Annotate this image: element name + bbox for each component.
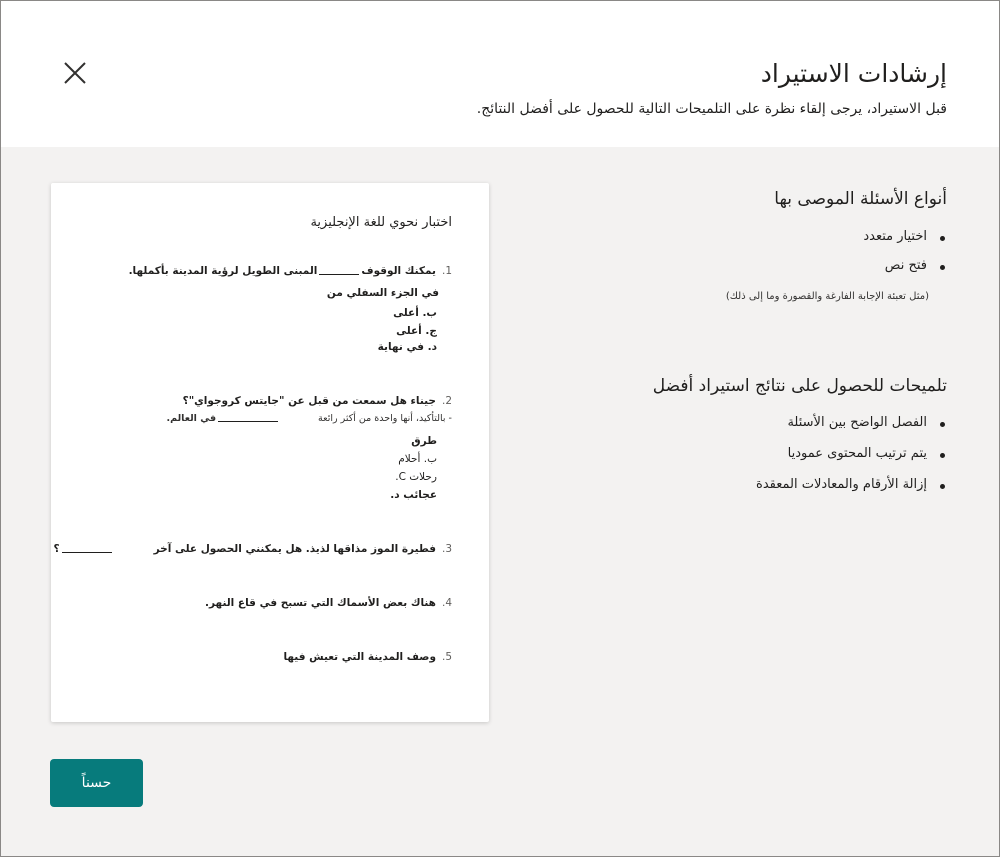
sample-document-preview xyxy=(51,183,489,722)
preview-option: ج. أعلى xyxy=(396,325,437,337)
list-item: الفصل الواضح بين الأسئلة xyxy=(756,415,947,430)
list-item: إزالة الأرقام والمعادلات المعقدة xyxy=(756,477,947,492)
preview-option: د. في نهاية xyxy=(377,341,437,353)
list-item: اختيار متعدد xyxy=(863,229,947,244)
import-tips-title: تلميحات للحصول على نتائج استيراد أفضل xyxy=(652,376,947,396)
list-item: يتم ترتيب المحتوى عموديا xyxy=(756,446,947,461)
ok-button[interactable]: حسناً xyxy=(50,759,143,807)
preview-option: طرق xyxy=(411,435,437,447)
dialog-subtitle: قبل الاستيراد، يرجى إلقاء نظرة على التلميحات التالية للحصول على أفضل النتائج. xyxy=(476,101,947,117)
preview-question-2: 2.جيناء هل سمعت من قبل عن "جايتس كروجواي"؟ xyxy=(182,395,452,407)
preview-option: رحلات C. xyxy=(395,471,437,483)
dialog-header xyxy=(1,1,999,147)
list-item: فتح نص xyxy=(863,258,947,273)
close-icon[interactable] xyxy=(59,57,91,89)
preview-option: ب. أعلى xyxy=(393,307,437,319)
preview-question-2-note: - بالتأكيد، أنها واحدة من أكثر رائعةفي العالم. xyxy=(166,413,452,424)
recommended-types-note: (مثل تعبئة الإجابة الفارغة والقصورة وما إلى ذلك) xyxy=(725,291,929,302)
preview-option: عجائب د. xyxy=(390,489,437,501)
recommended-types-list xyxy=(863,229,947,273)
preview-title: اختبار نحوي للغة الإنجليزية xyxy=(310,215,452,230)
preview-question-4: 4.هناك بعض الأسماك التي تسبح في قاع النهر. xyxy=(205,597,452,609)
import-tips-list xyxy=(756,415,947,492)
dialog-title: إرشادات الاستيراد xyxy=(760,59,947,88)
preview-question-5: 5.وصف المدينة التي تعيش فيها xyxy=(283,651,452,663)
preview-question-3: 3.فطيرة الموز مذاقها لذيذ. هل يمكنني الحصول على آخر؟ xyxy=(53,543,452,555)
preview-option: في الجزء السفلي من xyxy=(326,287,439,299)
recommended-types-title: أنواع الأسئلة الموصى بها xyxy=(774,189,947,209)
preview-option: ب. أحلام xyxy=(398,453,437,465)
preview-question-1: 1.يمكنك الوقوفالمبنى الطويل لرؤية المدينة بأكملها. xyxy=(128,265,452,277)
